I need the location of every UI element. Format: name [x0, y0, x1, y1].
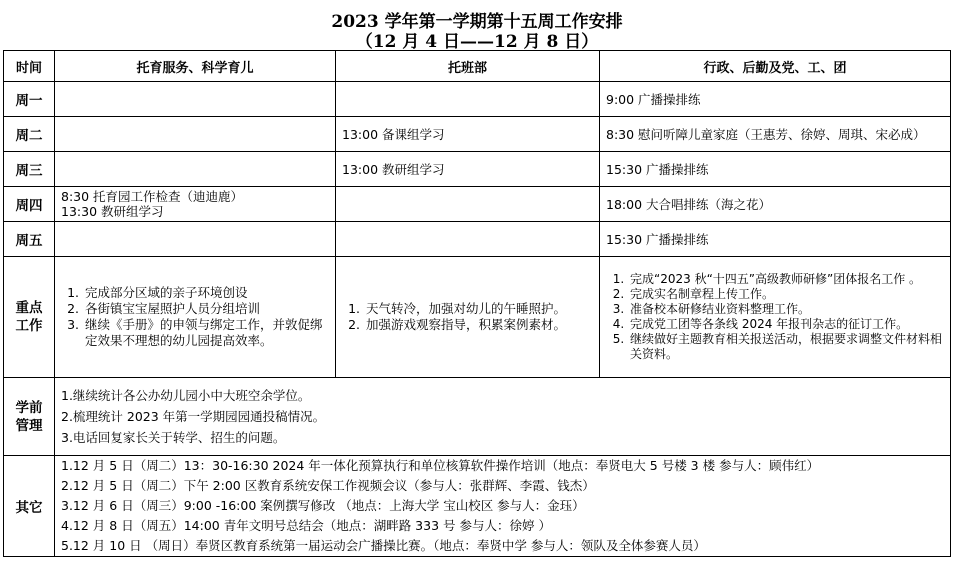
- header-nursery: 托班部: [336, 51, 600, 82]
- list-item: 2. 加强游戏观察指导，积累案例素材。: [364, 317, 593, 333]
- table-row-tuesday: [4, 117, 951, 152]
- other-label: 其它: [4, 456, 55, 557]
- preschool-cell: [55, 378, 951, 456]
- other-cell: [55, 456, 951, 557]
- header-time: 时间: [4, 51, 55, 82]
- day-label: 周四: [4, 187, 55, 222]
- list-item: 5.12 月 10 日 （周日）奉贤区教育系统第一届运动会广播操比赛。（地点：奉贤中学 参与人：领队及全体参赛人员）: [61, 538, 706, 553]
- table-row-key-work: [4, 257, 951, 378]
- list-item: 2. 各街镇宝宝屋照护人员分组培训: [83, 301, 329, 317]
- key-admin-cell: [600, 257, 951, 378]
- table-row-wednesday: [4, 152, 951, 187]
- care-cell: [55, 222, 336, 257]
- list-item: 1. 完成“2023 秋“十四五”高级教师研修”团体报名工作 。: [628, 272, 944, 287]
- key-care-cell: [55, 257, 336, 378]
- admin-cell: 15:30 广播操排练: [600, 222, 951, 257]
- list-item: 3.电话回复家长关于转学、招生的问题。: [61, 430, 286, 445]
- page-subtitle: （12 月 4 日——12 月 8 日）: [355, 32, 599, 52]
- list-item: 2.梳理统计 2023 年第一学期园园通投稿情况。: [61, 409, 326, 424]
- day-label: 周二: [4, 117, 55, 152]
- schedule-table: [3, 50, 951, 557]
- care-cell: [55, 152, 336, 187]
- list-item: 4.12 月 8 日（周五）14:00 青年文明号总结会（地点：湖畔路 333 号 参与人：徐婷 ）: [61, 518, 551, 533]
- preschool-label: 学前管理: [4, 378, 55, 456]
- admin-cell: 9:00 广播操排练: [600, 82, 951, 117]
- list-item: 3.12 月 6 日（周三）9:00 -16:00 案例撰写修改 （地点：上海大学 宝山校区 参与人：金珏）: [61, 498, 585, 513]
- header-admin: 行政、后勤及党、工、团: [600, 51, 951, 82]
- nursery-cell: 13:00 教研组学习: [336, 152, 600, 187]
- list-item: 1. 天气转冷，加强对幼儿的午睡照护。: [364, 301, 593, 317]
- list-item: 4. 完成党工团等各条线 2024 年报刊杂志的征订工作。: [628, 317, 944, 332]
- list-item: 2.12 月 5 日（周二）下午 2:00 区教育系统安保工作视频会议（参与人：张群辉、李霞、钱杰）: [61, 478, 595, 493]
- list-item: 3. 准备校本研修结业资料整理工作。: [628, 302, 944, 317]
- nursery-cell: 13:00 备课组学习: [336, 117, 600, 152]
- care-line: 13:30 教研组学习: [61, 204, 164, 219]
- key-work-label: 重点工作: [4, 257, 55, 378]
- nursery-cell: [336, 222, 600, 257]
- nursery-cell: [336, 82, 600, 117]
- list-item: 1.继续统计各公办幼儿园小中大班空余学位。: [61, 388, 311, 403]
- table-row-preschool: [4, 378, 951, 456]
- list-item: 5. 继续做好主题教育相关报送活动，根据要求调整文件材料相关资料。: [628, 332, 944, 362]
- care-cell: [55, 187, 336, 222]
- list-item: 1. 完成部分区域的亲子环境创设: [83, 285, 329, 301]
- admin-cell: 8:30 慰问听障儿童家庭（王惠芳、徐婷、周琪、宋必成）: [600, 117, 951, 152]
- care-cell: [55, 117, 336, 152]
- table-row-other: [4, 456, 951, 557]
- admin-cell: 18:00 大合唱排练（海之花）: [600, 187, 951, 222]
- admin-cell: 15:30 广播操排练: [600, 152, 951, 187]
- day-label: 周一: [4, 82, 55, 117]
- header-care: 托育服务、科学育儿: [55, 51, 336, 82]
- care-line: 8:30 托育园工作检查（迪迪鹿）: [61, 189, 244, 204]
- table-row-monday: [4, 82, 951, 117]
- day-label: 周五: [4, 222, 55, 257]
- list-item: 3. 继续《手册》的申领与绑定工作，并敦促绑定效果不理想的幼儿园提高效率。: [83, 317, 329, 349]
- care-cell: [55, 82, 336, 117]
- header-row: [4, 51, 951, 82]
- key-nursery-cell: [336, 257, 600, 378]
- list-item: 1.12 月 5 日（周二）13：30-16:30 2024 年一体化预算执行和单位核算软件操作培训（地点：奉贤电大 5 号楼 3 楼 参与人：顾伟红）: [61, 458, 820, 473]
- nursery-cell: [336, 187, 600, 222]
- table-row-thursday: [4, 187, 951, 222]
- page-title: 2023 学年第一学期第十五周工作安排: [331, 12, 623, 32]
- table-row-friday: [4, 222, 951, 257]
- list-item: 2. 完成实名制章程上传工作。: [628, 287, 944, 302]
- day-label: 周三: [4, 152, 55, 187]
